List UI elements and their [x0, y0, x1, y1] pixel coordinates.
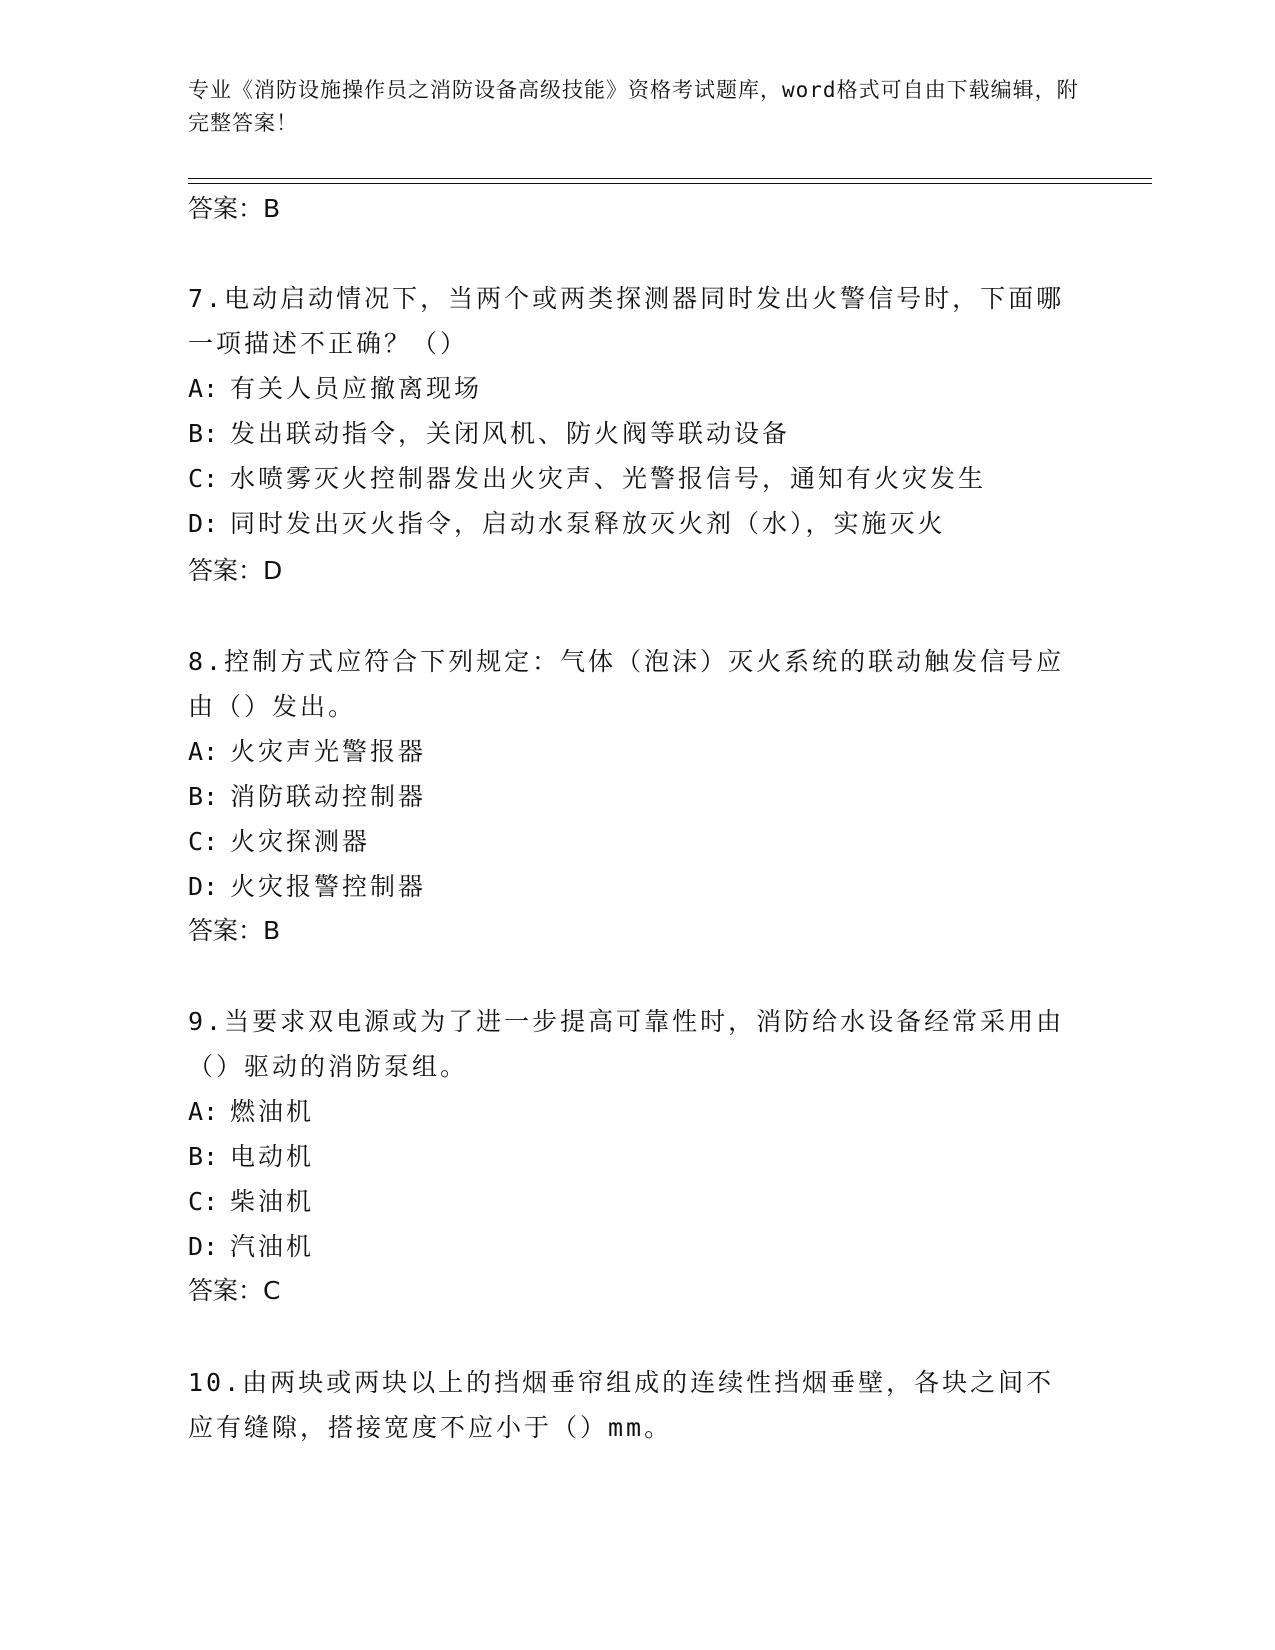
option-d: [188, 864, 1068, 909]
option-text: 有关人员应撤离现场: [230, 374, 483, 403]
option-b: [188, 774, 1068, 819]
answer-value: D: [263, 556, 283, 585]
header-divider-double: [188, 183, 1152, 184]
answer-value: C: [263, 1276, 281, 1305]
option-b: [188, 1134, 1068, 1179]
question-block: [188, 639, 1068, 909]
option-text: 火灾报警控制器: [230, 872, 427, 901]
option-letter: B:: [188, 419, 219, 448]
header-divider: [188, 178, 1152, 179]
option-d: [188, 1224, 1068, 1269]
option-text: 电动机: [230, 1142, 315, 1171]
question-block: [188, 276, 1068, 546]
answer-prefix: 答案：: [188, 916, 264, 945]
answer-line: [188, 194, 280, 224]
answer-prefix: 答案：: [188, 556, 264, 585]
option-text: 发出联动指令，关闭风机、防火阀等联动设备: [230, 419, 791, 448]
option-a: [188, 1089, 1068, 1134]
answer-prefix: 答案：: [188, 194, 264, 223]
answer-value: B: [263, 916, 281, 945]
option-text: 火灾探测器: [230, 827, 371, 856]
option-letter: C:: [188, 464, 219, 493]
option-letter: B:: [188, 782, 219, 811]
answer-line: [188, 1276, 280, 1306]
option-text: 消防联动控制器: [230, 782, 427, 811]
option-text: 火灾声光警报器: [230, 737, 427, 766]
option-letter: A:: [188, 374, 219, 403]
answer-value: B: [263, 194, 281, 223]
answer-line: [188, 916, 280, 946]
option-c: [188, 456, 1068, 501]
option-letter: B:: [188, 1142, 219, 1171]
option-letter: A:: [188, 737, 219, 766]
option-c: [188, 819, 1068, 864]
option-letter: C:: [188, 1187, 219, 1216]
option-d: [188, 501, 1068, 546]
option-text: 燃油机: [230, 1097, 315, 1126]
option-letter: A:: [188, 1097, 219, 1126]
question-text: 7.电动启动情况下，当两个或两类探测器同时发出火警信号时，下面哪一项描述不正确？（）: [188, 284, 1065, 358]
option-a: [188, 366, 1068, 411]
option-letter: D:: [188, 872, 219, 901]
question-text: 8.控制方式应符合下列规定：气体（泡沫）灭火系统的联动触发信号应由（）发出。: [188, 647, 1065, 721]
option-letter: C:: [188, 827, 219, 856]
option-letter: D:: [188, 509, 219, 538]
option-text: 汽油机: [230, 1232, 315, 1261]
option-b: [188, 411, 1068, 456]
option-letter: D:: [188, 1232, 219, 1261]
option-c: [188, 1179, 1068, 1224]
answer-prefix: 答案：: [188, 1276, 264, 1305]
question-block: [188, 999, 1068, 1269]
option-text: 柴油机: [230, 1187, 315, 1216]
option-text: 同时发出灭火指令，启动水泵释放灭火剂（水），实施灭火: [230, 509, 946, 538]
page-header-title: 专业《消防设施操作员之消防设备高级技能》资格考试题库，word格式可自由下载编辑，附完整答案！: [188, 78, 1079, 135]
question-text: 10.由两块或两块以上的挡烟垂帘组成的连续性挡烟垂壁，各块之间不应有缝隙，搭接宽度不应小于（）mm。: [188, 1368, 1055, 1442]
question-block: [188, 1360, 1068, 1450]
question-text: 9.当要求双电源或为了进一步提高可靠性时，消防给水设备经常采用由（）驱动的消防泵组。: [188, 1007, 1065, 1081]
answer-line: [188, 556, 282, 586]
option-text: 水喷雾灭火控制器发出火灾声、光警报信号，通知有火灾发生: [230, 464, 987, 493]
option-a: [188, 729, 1068, 774]
